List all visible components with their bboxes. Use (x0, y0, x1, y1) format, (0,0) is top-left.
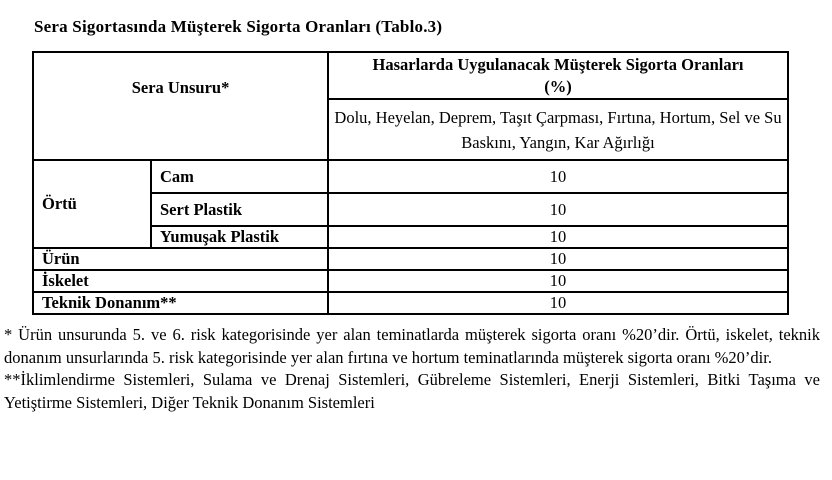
row-value-cam: 10 (328, 160, 788, 193)
row-label-cam: Cam (151, 160, 328, 193)
footnote-double-star: **İklimlendirme Sistemleri, Sulama ve Drenaj Sistemleri, Gübreleme Sistemleri, Enerji Sistemleri, Bitki Taşıma ve Yetiştirme Sistemleri, Diğer Teknik Donanım Sistemleri (4, 370, 820, 412)
row-value-sert-plastik: 10 (328, 193, 788, 226)
table-row-teknik-donanim (33, 292, 788, 314)
row-label-iskelet: İskelet (33, 270, 328, 292)
header-cell-perils (328, 99, 788, 160)
row-value-urun: 10 (328, 248, 788, 270)
table-row-iskelet (33, 270, 788, 292)
row-value-iskelet: 10 (328, 270, 788, 292)
row-label-teknik-donanim: Teknik Donanım** (33, 292, 328, 314)
footnote-star: * Ürün unsurunda 5. ve 6. risk kategorisinde yer alan teminatlarda müşterek sigorta oranı %20’dir. Örtü, iskelet, teknik donanım unsurlarında 5. risk kategorisinde yer alan fırtına ve hortum teminatlarında müşterek sigorta oranı %20’dir. (4, 325, 820, 367)
row-label-yumusak-plastik: Yumuşak Plastik (151, 226, 328, 248)
header-cell-sera-unsuru: Sera Unsuru* (33, 52, 328, 160)
table-row-urun (33, 248, 788, 270)
group-label-ortu: Örtü (33, 160, 151, 248)
table-row-cam (33, 160, 788, 193)
footnotes-block (4, 324, 820, 414)
header-oranlar-text: Hasarlarda Uygulanacak Müşterek Sigorta Oranları (%) (372, 54, 744, 96)
row-value-teknik-donanim: 10 (328, 292, 788, 314)
header-row-top (33, 52, 788, 99)
header-cell-oranlar (328, 52, 788, 99)
header-perils-text: Dolu, Heyelan, Deprem, Taşıt Çarpması, Fırtına, Hortum, Sel ve Su Baskını, Yangın, Kar Ağırlığı (334, 107, 782, 152)
page-title: Sera Sigortasında Müşterek Sigorta Oranları (Tablo.3) (34, 17, 443, 36)
insurance-rates-table (32, 51, 789, 315)
row-label-sert-plastik: Sert Plastik (151, 193, 328, 226)
row-value-yumusak-plastik: 10 (328, 226, 788, 248)
row-label-urun: Ürün (33, 248, 328, 270)
